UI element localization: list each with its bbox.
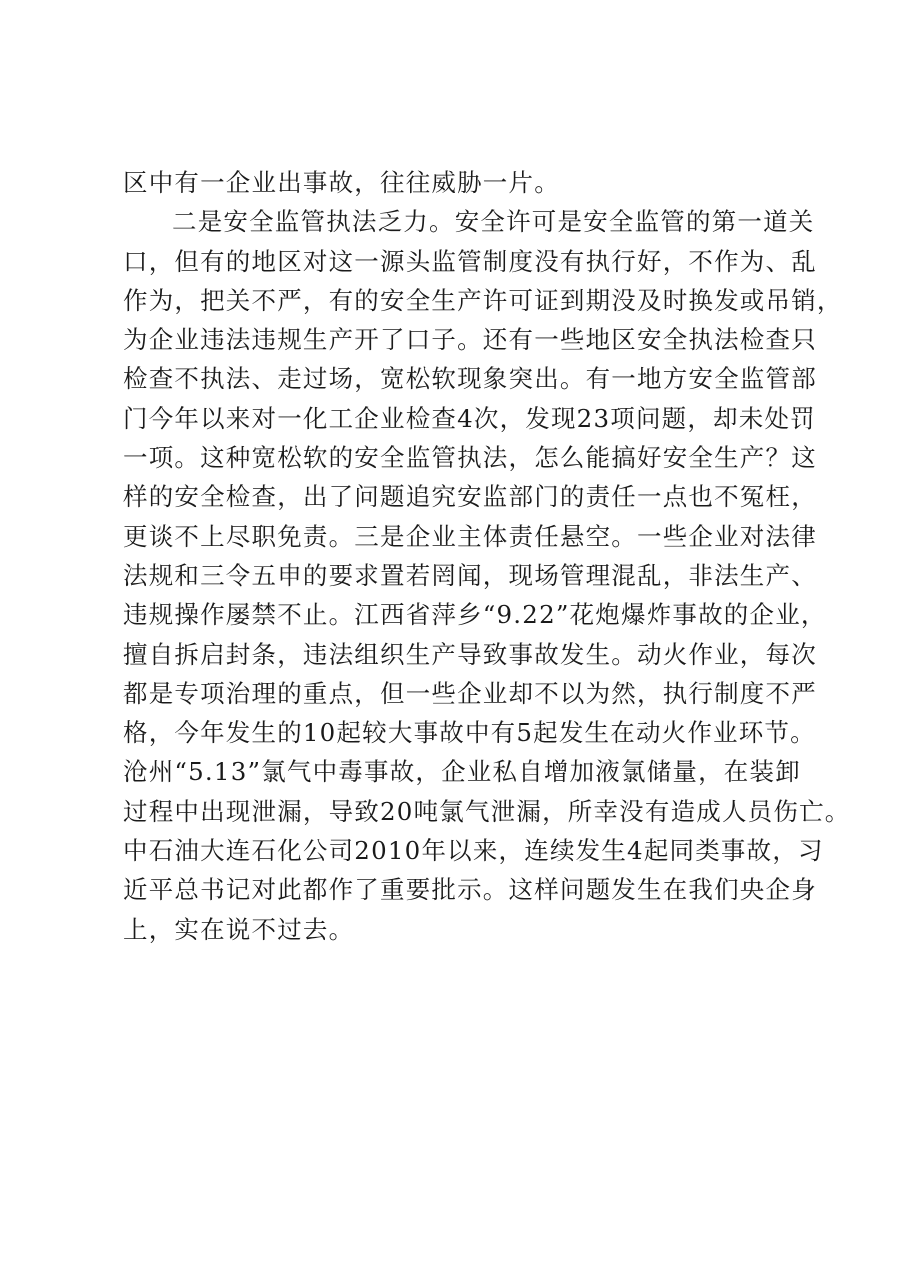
text-line: 擅自拆启封条，违法组织生产导致事故发生。动火作业，每次 — [123, 639, 817, 669]
text-line: 口，但有的地区对这一源头监管制度没有执行好，不作为、乱 — [123, 246, 817, 276]
text-line: 区中有一企业出事故，往往威胁一片。 — [123, 168, 560, 197]
text-line: 中石油大连石化公司2010年以来，连续发生4起同类事故，习 — [123, 836, 824, 866]
text-line: 检查不执法、走过场，宽松软现象突出。有一地方安全监管部 — [123, 364, 817, 394]
body-text — [123, 163, 851, 949]
text-line: 沧州“5.13”氯气中毒事故，企业私自增加液氯储量，在装卸 — [123, 757, 801, 787]
text-line: 违规操作屡禁不止。江西省萍乡“9.22”花炮爆炸事故的企业， — [123, 600, 827, 630]
text-line: 门今年以来对一化工企业检查4次，发现23项问题，却未处罚 — [123, 403, 816, 433]
paragraph-first-line: 二是安全监管执法乏力。安全许可是安全监管的第一道关 — [172, 207, 815, 237]
text-line: 格，今年发生的10起较大事故中有5起发生在动火作业环节。 — [123, 718, 816, 748]
text-line: 近平总书记对此都作了重要批示。这样问题发生在我们央企身 — [123, 875, 817, 905]
text-line: 样的安全检查，出了问题追究安监部门的责任一点也不冤枉， — [123, 482, 817, 512]
text-line: 都是专项治理的重点，但一些企业却不以为然，执行制度不严 — [123, 678, 817, 708]
text-line: 一项。这种宽松软的安全监管执法，怎么能搞好安全生产？这 — [123, 443, 817, 473]
text-line: 上，实在说不过去。 — [123, 914, 355, 944]
text-line: 法规和三令五申的要求置若罔闻，现场管理混乱，非法生产、 — [123, 560, 817, 590]
text-line: 更谈不上尽职免责。三是企业主体责任悬空。一些企业对法律 — [123, 521, 817, 551]
text-line: 为企业违法违规生产开了口子。还有一些地区安全执法检查只 — [123, 325, 817, 355]
text-line: 过程中出现泄漏，导致20吨氯气泄漏，所幸没有造成人员伤亡。 — [123, 796, 851, 826]
text-line: 作为，把关不严，有的安全生产许可证到期没及时换发或吊销， — [123, 285, 843, 315]
